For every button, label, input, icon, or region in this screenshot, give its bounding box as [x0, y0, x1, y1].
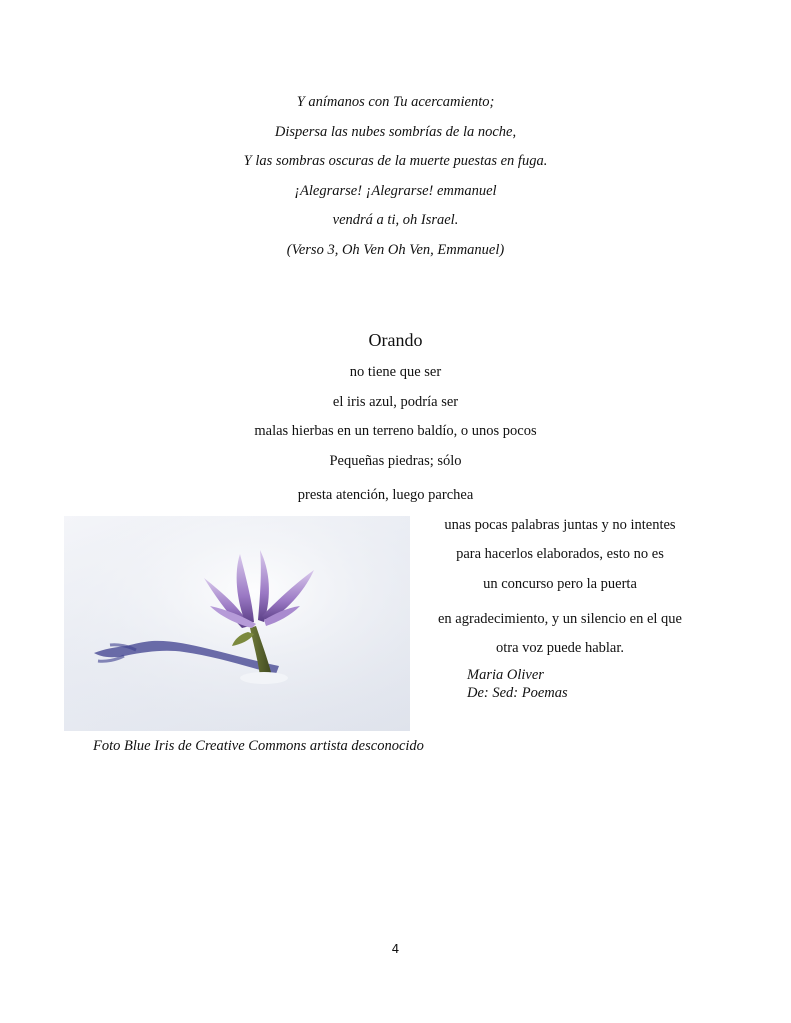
photo-caption: Foto Blue Iris de Creative Commons artista desconocido — [93, 738, 424, 754]
hymn-line: Dispersa las nubes sombrías de la noche, — [274, 124, 517, 140]
hymn-line: vendrá a ti, oh Israel. — [332, 212, 459, 228]
hymn-line: ¡Alegrarse! ¡Alegrarse! emmanuel — [294, 183, 497, 199]
page-number: 4 — [391, 942, 400, 956]
poem-line: un concurso pero la puerta — [483, 576, 637, 592]
poem-line: no tiene que ser — [349, 364, 442, 380]
poem-line: en agradecimiento, y un silencio en el que — [438, 611, 682, 627]
poem-line: otra voz puede hablar. — [495, 640, 625, 656]
hymn-line: Y las sombras oscuras de la muerte puestas en fuga. — [243, 153, 548, 169]
poem-line: para hacerlos elaborados, esto no es — [456, 546, 664, 562]
poem-source: De: Sed: Poemas — [467, 685, 568, 701]
poem-author: Maria Oliver — [467, 667, 544, 683]
iris-photo — [64, 516, 410, 731]
poem-line: malas hierbas en un terreno baldío, o unos pocos — [254, 423, 537, 439]
hymn-citation: (Verso 3, Oh Ven Oh Ven, Emmanuel) — [286, 242, 505, 258]
poem-line: el iris azul, podría ser — [332, 394, 459, 410]
poem-line: unas pocas palabras juntas y no intentes — [444, 517, 676, 533]
hymn-line: Y anímanos con Tu acercamiento; — [296, 94, 495, 110]
poem-title: Orando — [368, 330, 423, 350]
poem-line: presta atención, luego parchea — [297, 487, 474, 503]
poem-line: Pequeñas piedras; sólo — [329, 453, 462, 469]
